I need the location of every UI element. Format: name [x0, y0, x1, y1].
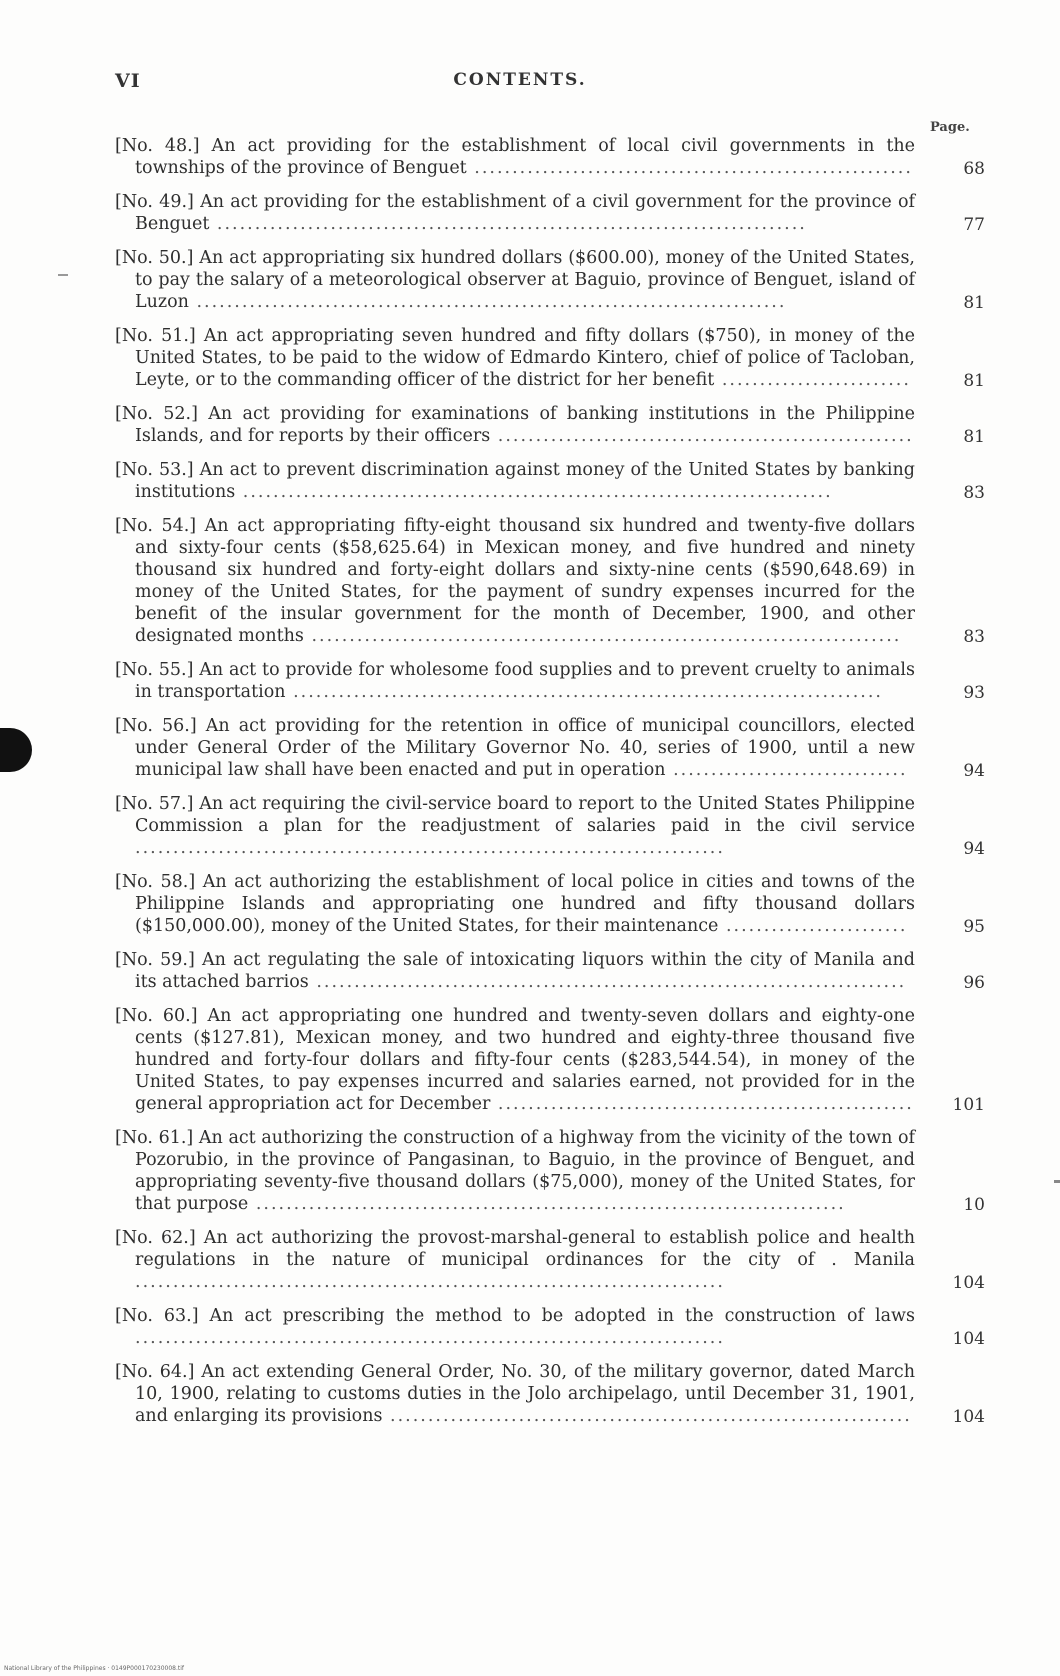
entry-title: [115, 191, 915, 235]
entry-page-number: 101: [952, 1095, 985, 1115]
entry-title-text: [No. 62.] An act authorizing the provost-marshal-general to establish police and health regulations in the nature of municipal ordinances for the city of . Manila: [115, 1228, 915, 1270]
dot-leader: ...............................: [665, 760, 908, 780]
page-folio: VI: [115, 70, 141, 92]
entry-title: [115, 949, 915, 993]
entry-title: [115, 1227, 915, 1293]
dot-leader: .....................................................................: [382, 1406, 912, 1426]
entry-title-text: [No. 60.] An act appropriating one hundred and twenty-seven dollars and eighty-one cents ($127.81), Mexican money, and two hundred and eighty-three thousand five hundred and forty-four dollars and fifty-four cents ($283,544.54), in money of the United States, to pay expenses incurred and salaries earned, not provided for in the general appropriation act for December: [115, 1006, 915, 1114]
page-column-label: Page.: [930, 120, 970, 135]
dot-leader: ..............................................................................: [135, 1328, 725, 1348]
entry-page-number: 81: [963, 371, 985, 391]
contents-entry: [115, 325, 985, 391]
entry-page-number: 96: [963, 973, 985, 993]
entry-title: [115, 135, 915, 179]
dot-leader: ..............................................................................: [303, 626, 902, 646]
entry-page-number: 81: [963, 293, 985, 313]
entry-page-number: 81: [963, 427, 985, 447]
contents-entry: [115, 247, 985, 313]
contents-entry: [115, 1005, 985, 1115]
entry-title-text: [No. 49.] An act providing for the establishment of a civil government for the province of Benguet: [115, 192, 915, 234]
dot-leader: ..........................................................: [466, 158, 913, 178]
contents-list: [115, 135, 985, 1439]
entry-title-text: [No. 53.] An act to prevent discrimination against money of the United States by banking institutions: [115, 460, 915, 502]
entry-title: [115, 659, 915, 703]
entry-page-number: 10: [963, 1195, 985, 1215]
entry-page-number: 68: [963, 159, 985, 179]
contents-entry: [115, 191, 985, 235]
contents-entry: [115, 1305, 985, 1349]
contents-entry: [115, 1361, 985, 1427]
dot-leader: ........................: [718, 916, 908, 936]
contents-entry: [115, 659, 985, 703]
entry-title-text: [No. 52.] An act providing for examinations of banking institutions in the Philippine Islands, and for reports by their officers: [115, 404, 915, 446]
entry-title-text: [No. 59.] An act regulating the sale of intoxicating liquors within the city of Manila and its attached barrios: [115, 950, 915, 992]
scan-tick-mark-right: [1054, 1180, 1060, 1183]
page-header: [115, 70, 925, 100]
entry-title-text: [No. 56.] An act providing for the retention in office of municipal councillors, elected under General Order of the Military Governor No. 40, series of 1900, until a new municipal law shall have been enacted and put in operation: [115, 716, 915, 780]
entry-title: [115, 1361, 915, 1427]
entry-title: [115, 1127, 915, 1215]
contents-entry: [115, 515, 985, 647]
entry-title-text: [No. 54.] An act appropriating fifty-eight thousand six hundred and twenty-five dollars and sixty-four cents ($58,625.64) in Mexican money, and five hundred and ninety thousand six hundred and forty-eight dollars and sixty-nine cents ($590,648.69) in money of the United States, for the payment of sundry expenses incurred for the benefit of the insular government for the month of December, 1900, and other designated months: [115, 516, 915, 646]
entry-title: [115, 459, 915, 503]
entry-title: [115, 515, 915, 647]
entry-title-text: [No. 58.] An act authorizing the establishment of local police in cities and towns of the Philippine Islands and appropriating one hundred and fifty thousand dollars ($150,000.00), money of the United States, for their maintenance: [115, 872, 915, 936]
dot-leader: ..............................................................................: [209, 214, 807, 234]
entry-page-number: 77: [963, 215, 985, 235]
entry-title: [115, 1305, 915, 1349]
entry-title: [115, 247, 915, 313]
contents-entry: [115, 459, 985, 503]
dot-leader: ..............................................................................: [248, 1194, 846, 1214]
scan-edge-mark: [0, 728, 32, 772]
contents-entry: [115, 715, 985, 781]
entry-page-number: 94: [963, 761, 985, 781]
entry-page-number: 83: [963, 627, 985, 647]
running-title: CONTENTS.: [453, 70, 587, 90]
entry-title-text: [No. 64.] An act extending General Order, No. 30, of the military governor, dated March 10, 1900, relating to customs duties in the Jolo archipelago, until December 31, 1901, and enlarging its provisions: [115, 1362, 915, 1426]
entry-title-text: [No. 61.] An act authorizing the construction of a highway from the vicinity of the town of Pozorubio, in the province of Pangasinan, to Baguio, in the province of Benguet, and appropriating seventy-five thousand dollars ($75,000), money of the United States, for that purpose: [115, 1128, 915, 1214]
entry-title-text: [No. 57.] An act requiring the civil-service board to report to the United States Philippine Commission a plan for the readjustment of salaries paid in the civil service: [115, 794, 915, 836]
scan-tick-mark: [58, 274, 68, 276]
contents-entry: [115, 135, 985, 179]
entry-page-number: 104: [952, 1329, 985, 1349]
dot-leader: .......................................................: [490, 426, 914, 446]
contents-entry: [115, 949, 985, 993]
dot-leader: ..............................................................................: [188, 292, 787, 312]
entry-page-number: 95: [963, 917, 985, 937]
footer-credit: National Library of the Philippines · 0149P000170230008.tif: [4, 1665, 185, 1672]
dot-leader: ..............................................................................: [308, 972, 907, 992]
entry-title: [115, 403, 915, 447]
entry-title-text: [No. 50.] An act appropriating six hundred dollars ($600.00), money of the United States, to pay the salary of a meteorological observer at Baguio, province of Benguet, island of Luzon: [115, 248, 915, 312]
entry-page-number: 94: [963, 839, 985, 859]
entry-page-number: 104: [952, 1407, 985, 1427]
entry-title: [115, 715, 915, 781]
entry-title-text: [No. 63.] An act prescribing the method to be adopted in the construction of laws: [115, 1306, 915, 1326]
entry-title-text: [No. 51.] An act appropriating seven hundred and fifty dollars ($750), in money of the United States, to be paid to the widow of Edmardo Kintero, chief of police of Tacloban, Leyte, or to the commanding officer of the district for her benefit: [115, 326, 915, 390]
entry-title: [115, 325, 915, 391]
dot-leader: ..............................................................................: [235, 482, 833, 502]
entry-page-number: 83: [963, 483, 985, 503]
entry-title-text: [No. 55.] An act to provide for wholesome food supplies and to prevent cruelty to animals in transportation: [115, 660, 915, 702]
entry-page-number: 104: [952, 1273, 985, 1293]
contents-entry: [115, 1227, 985, 1293]
contents-entry: [115, 403, 985, 447]
entry-title: [115, 871, 915, 937]
dot-leader: ..............................................................................: [285, 682, 883, 702]
contents-entry: [115, 793, 985, 859]
contents-entry: [115, 871, 985, 937]
entry-title: [115, 1005, 915, 1115]
entry-title-text: [No. 48.] An act providing for the establishment of local civil governments in the townships of the province of Benguet: [115, 136, 915, 178]
entry-page-number: 93: [963, 683, 985, 703]
dot-leader: .......................................................: [490, 1094, 914, 1114]
contents-entry: [115, 1127, 985, 1215]
dot-leader: ..............................................................................: [135, 1272, 725, 1292]
dot-leader: .........................: [714, 370, 911, 390]
dot-leader: ..............................................................................: [135, 838, 725, 858]
entry-title: [115, 793, 915, 859]
